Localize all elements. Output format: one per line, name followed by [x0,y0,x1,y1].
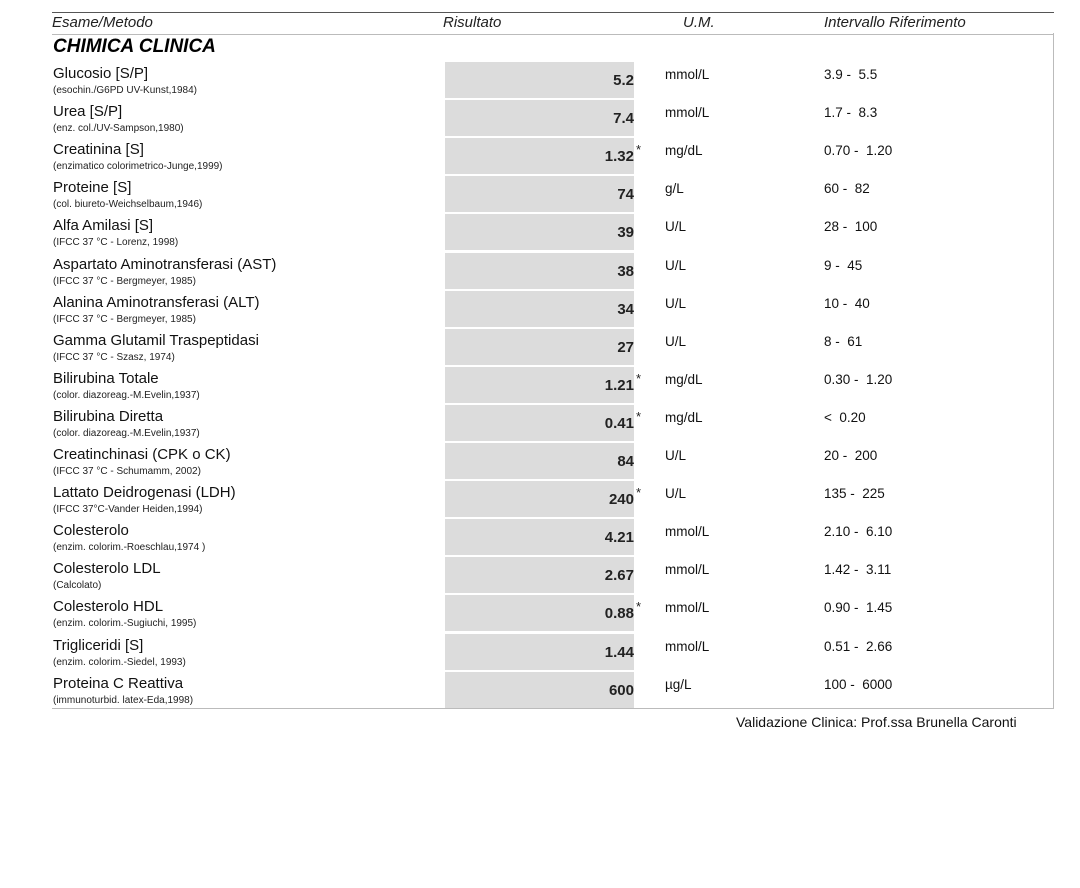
unit-of-measure: mmol/L [665,600,710,616]
test-method: (esochin./G6PD UV-Kunst,1984) [53,85,197,96]
unit-of-measure: U/L [665,486,687,502]
test-name: Urea [S/P] [53,103,123,121]
test-method: (IFCC 37 °C - Bergmeyer, 1985) [53,275,196,287]
test-name: Colesterolo HDL [53,598,164,616]
result-value: 38 [617,262,634,280]
table-row [0,329,1080,367]
unit-of-measure: mmol/L [665,524,710,540]
result-value: 1.44 [604,643,634,661]
unit-of-measure: U/L [665,219,687,235]
result-value: 5.2 [613,72,634,89]
unit-of-measure: g/L [665,181,684,197]
table-row [0,481,1080,519]
test-name: Trigliceridi [S] [53,636,144,654]
test-method: (IFCC 37 °C - Schumamm, 2002) [53,466,201,477]
result-value: 1.32 [604,148,634,166]
table-row [0,176,1080,214]
test-method: (enz. col./UV-Sampson,1980) [53,123,184,135]
result-value: 7.4 [613,110,634,128]
table-row [0,595,1080,633]
validation-signature: Validazione Clinica: Prof.ssa Brunella Caronti [736,714,1017,730]
reference-range: 100 - 6000 [824,676,893,692]
unit-of-measure: mg/dL [665,409,703,425]
reference-range: 28 - 100 [824,219,878,235]
unit-of-measure: mg/dL [665,371,703,387]
abnormal-flag: * [636,370,642,386]
abnormal-flag: * [636,485,642,501]
test-method: (enzim. colorim.-Roeschlau,1974 ) [53,542,206,554]
unit-of-measure: mmol/L [665,638,710,654]
reference-range: 3.9 - 5.5 [824,67,878,82]
table-row [0,253,1080,291]
reference-range: 0.90 - 1.45 [824,600,893,616]
section-title: CHIMICA CLINICA [53,36,216,57]
abnormal-flag: * [636,599,642,615]
test-name: Gamma Glutamil Traspeptidasi [53,331,259,349]
header-range: Intervallo Riferimento [824,14,966,31]
test-method: (enzim. colorim.-Sugiuchi, 1995) [53,618,197,630]
result-value: 74 [617,186,634,204]
abnormal-flag: * [636,408,642,424]
test-name: Bilirubina Totale [53,369,159,387]
test-name: Glucosio [S/P] [53,65,149,82]
test-name: Aspartato Aminotransferasi (AST) [53,255,277,273]
abnormal-flag: * [636,142,642,158]
test-name: Lattato Deidrogenasi (LDH) [53,484,236,502]
table-row [0,557,1080,595]
test-name: Bilirubina Diretta [53,407,164,425]
result-value: 0.41 [604,414,634,432]
table-row [0,405,1080,443]
test-method: (Calcolato) [53,580,102,592]
unit-of-measure: U/L [665,295,687,311]
test-name: Proteine [S] [53,179,132,197]
test-method: (enzim. colorim.-Siedel, 1993) [53,656,186,668]
reference-range: 10 - 40 [824,295,870,311]
reference-range: 1.7 - 8.3 [824,105,878,121]
reference-range: 0.30 - 1.20 [824,371,893,387]
table-row [0,367,1080,405]
result-value: 0.88 [604,605,634,623]
unit-of-measure: U/L [665,448,687,463]
test-name: Colesterolo LDL [53,560,161,578]
test-method: (immunoturbid. latex-Eda,1998) [53,694,194,706]
table-row [0,291,1080,329]
reference-range: 9 - 45 [824,257,863,273]
header-exam: Esame/Metodo [52,14,153,31]
reference-range: 2.10 - 6.10 [824,524,893,540]
test-name: Proteina C Reattiva [53,674,184,692]
unit-of-measure: mg/dL [665,143,703,159]
result-value: 27 [617,338,634,356]
reference-range: 0.70 - 1.20 [824,143,893,159]
table-row [0,672,1080,710]
reference-range: 135 - 225 [824,486,885,502]
table-row [0,62,1080,100]
result-value: 39 [617,224,634,242]
table-row [0,100,1080,138]
result-value: 1.21 [604,376,634,394]
unit-of-measure: µg/L [665,676,692,692]
result-value: 4.21 [604,529,634,547]
result-value: 84 [617,453,634,470]
reference-range: 0.51 - 2.66 [824,638,893,654]
test-method: (col. biureto-Weichselbaum,1946) [53,199,203,211]
unit-of-measure: mmol/L [665,67,710,82]
reference-range: 60 - 82 [824,181,870,197]
test-method: (color. diazoreag.-M.Evelin,1937) [53,389,200,401]
unit-of-measure: U/L [665,257,687,273]
table-row [0,443,1080,481]
result-value: 240 [608,491,634,509]
unit-of-measure: mmol/L [665,105,710,121]
result-value: 600 [608,681,634,699]
reference-range: 8 - 61 [824,333,863,349]
test-name: Alfa Amilasi [S] [53,217,154,235]
test-name: Alanina Aminotransferasi (ALT) [53,293,260,311]
test-name: Creatinina [S] [53,141,144,159]
test-name: Colesterolo [53,522,129,540]
test-method: (color. diazoreag.-M.Evelin,1937) [53,427,200,439]
reference-range: 1.42 - 3.11 [824,562,892,578]
table-row [0,519,1080,557]
header-result: Risultato [443,14,502,31]
test-method: (IFCC 37 °C - Lorenz, 1998) [53,237,179,249]
test-name: Creatinchinasi (CPK o CK) [53,446,231,463]
header-unit: U.M. [683,14,715,31]
table-row [0,634,1080,672]
table-row [0,138,1080,176]
reference-range: < 0.20 [824,409,866,425]
result-value: 2.67 [604,567,634,585]
table-row [0,214,1080,252]
test-method: (enzimatico colorimetrico-Junge,1999) [53,161,223,173]
test-method: (IFCC 37 °C - Szasz, 1974) [53,351,175,363]
unit-of-measure: U/L [665,333,687,349]
reference-range: 20 - 200 [824,448,878,463]
unit-of-measure: mmol/L [665,562,710,578]
table-header [52,12,1054,35]
test-method: (IFCC 37°C-Vander Heiden,1994) [53,504,203,516]
test-method: (IFCC 37 °C - Bergmeyer, 1985) [53,313,196,325]
result-value: 34 [617,300,634,318]
